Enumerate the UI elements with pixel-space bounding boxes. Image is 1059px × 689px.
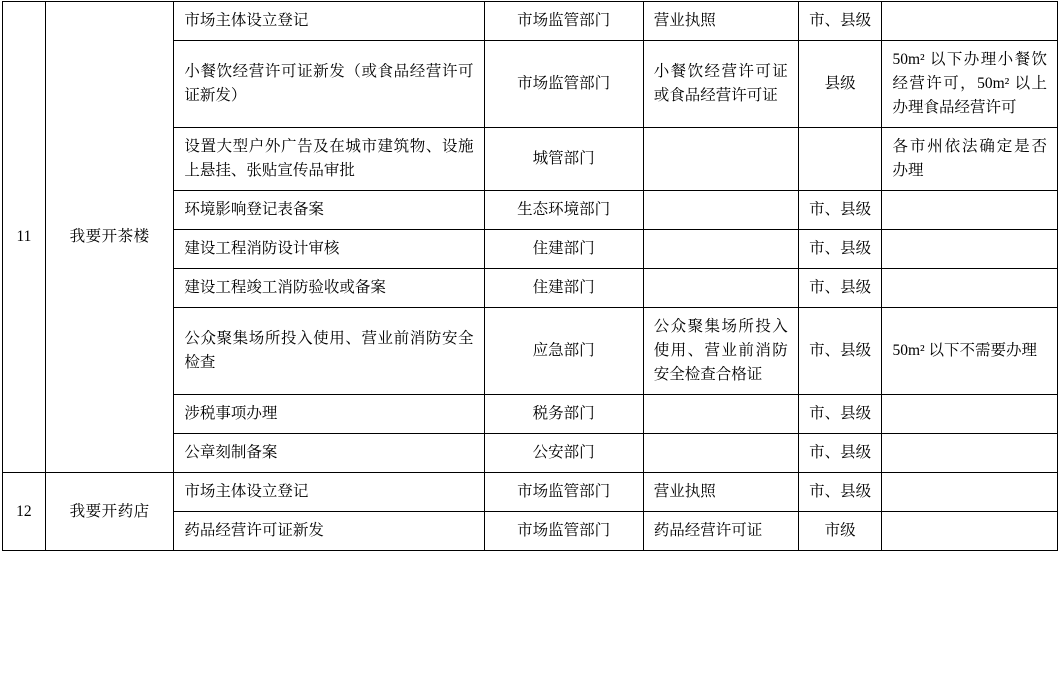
item-name: 环境影响登记表备案 bbox=[174, 191, 484, 230]
table-row bbox=[3, 2, 1058, 41]
responsible-department: 应急部门 bbox=[484, 308, 643, 395]
item-name: 公众聚集场所投入使用、营业前消防安全检查 bbox=[174, 308, 484, 395]
certificate-name: 公众聚集场所投入使用、营业前消防安全检查合格证 bbox=[643, 308, 798, 395]
item-name: 建设工程消防设计审核 bbox=[174, 230, 484, 269]
handling-level: 市、县级 bbox=[798, 473, 882, 512]
remark bbox=[882, 230, 1058, 269]
handling-level: 市、县级 bbox=[798, 395, 882, 434]
item-name: 小餐饮经营许可证新发（或食品经营许可证新发） bbox=[174, 41, 484, 128]
remark bbox=[882, 2, 1058, 41]
handling-level: 市级 bbox=[798, 512, 882, 551]
item-name: 市场主体设立登记 bbox=[174, 473, 484, 512]
certificate-name: 小餐饮经营许可证或食品经营许可证 bbox=[643, 41, 798, 128]
responsible-department: 城管部门 bbox=[484, 128, 643, 191]
responsible-department: 税务部门 bbox=[484, 395, 643, 434]
certificate-name bbox=[643, 230, 798, 269]
handling-level: 市、县级 bbox=[798, 269, 882, 308]
handling-level: 市、县级 bbox=[798, 191, 882, 230]
service-name: 我要开药店 bbox=[45, 473, 174, 551]
remark bbox=[882, 473, 1058, 512]
responsible-department: 住建部门 bbox=[484, 269, 643, 308]
certificate-name bbox=[643, 128, 798, 191]
responsible-department: 生态环境部门 bbox=[484, 191, 643, 230]
item-name: 药品经营许可证新发 bbox=[174, 512, 484, 551]
item-name: 设置大型户外广告及在城市建筑物、设施上悬挂、张贴宣传品审批 bbox=[174, 128, 484, 191]
certificate-name bbox=[643, 269, 798, 308]
item-name: 涉税事项办理 bbox=[174, 395, 484, 434]
remark bbox=[882, 191, 1058, 230]
certificate-name: 营业执照 bbox=[643, 2, 798, 41]
responsible-department: 市场监管部门 bbox=[484, 512, 643, 551]
remark bbox=[882, 395, 1058, 434]
handling-level: 市、县级 bbox=[798, 230, 882, 269]
remark bbox=[882, 434, 1058, 473]
remark bbox=[882, 512, 1058, 551]
remark: 50m² 以下办理小餐饮经营许可，50m² 以上办理食品经营许可 bbox=[882, 41, 1058, 128]
service-name: 我要开茶楼 bbox=[45, 2, 174, 473]
row-index: 12 bbox=[3, 473, 46, 551]
certificate-name: 营业执照 bbox=[643, 473, 798, 512]
handling-level: 县级 bbox=[798, 41, 882, 128]
responsible-department: 市场监管部门 bbox=[484, 41, 643, 128]
certificate-name bbox=[643, 395, 798, 434]
remark bbox=[882, 269, 1058, 308]
responsible-department: 住建部门 bbox=[484, 230, 643, 269]
responsible-department: 市场监管部门 bbox=[484, 2, 643, 41]
remark: 50m² 以下不需要办理 bbox=[882, 308, 1058, 395]
responsible-department: 公安部门 bbox=[484, 434, 643, 473]
item-name: 建设工程竣工消防验收或备案 bbox=[174, 269, 484, 308]
handling-level: 市、县级 bbox=[798, 308, 882, 395]
handling-level: 市、县级 bbox=[798, 2, 882, 41]
handling-level: 市、县级 bbox=[798, 434, 882, 473]
handling-level bbox=[798, 128, 882, 191]
item-name: 公章刻制备案 bbox=[174, 434, 484, 473]
certificate-name: 药品经营许可证 bbox=[643, 512, 798, 551]
item-name: 市场主体设立登记 bbox=[174, 2, 484, 41]
remark: 各市州依法确定是否办理 bbox=[882, 128, 1058, 191]
row-index: 11 bbox=[3, 2, 46, 473]
certificate-name bbox=[643, 434, 798, 473]
certificate-name bbox=[643, 191, 798, 230]
table-row bbox=[3, 473, 1058, 512]
service-items-table bbox=[2, 1, 1058, 551]
responsible-department: 市场监管部门 bbox=[484, 473, 643, 512]
